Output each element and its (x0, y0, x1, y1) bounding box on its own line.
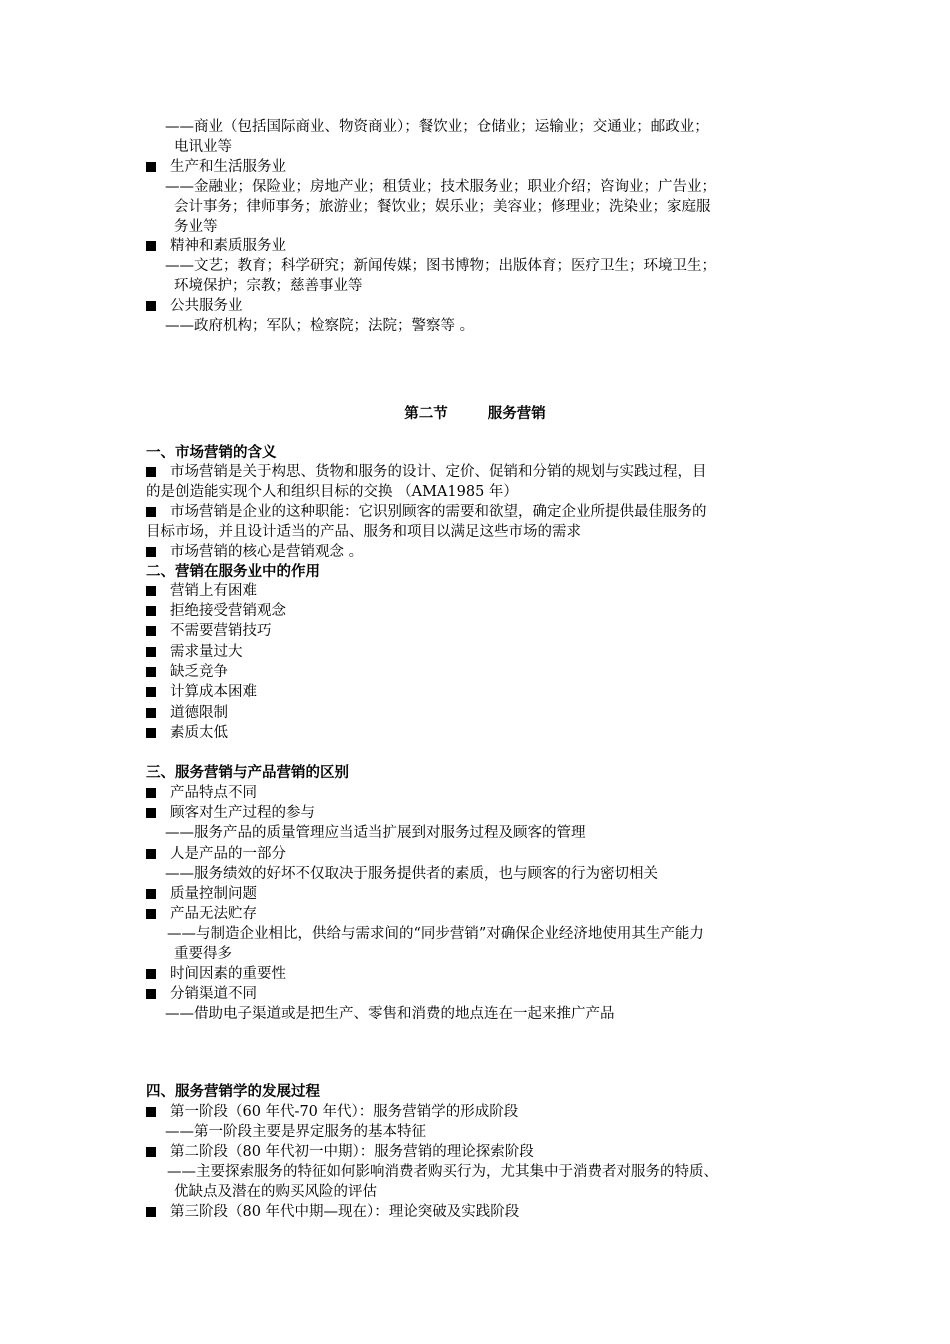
bullet-item (146, 844, 286, 864)
bullet-square-icon (146, 1107, 156, 1117)
bullet-item (146, 296, 243, 316)
text-line: ——服务绩效的好坏不仅取决于服务提供者的素质，也与顾客的行为密切相关 (165, 866, 658, 882)
section-number: 第二节 (404, 406, 448, 422)
bullet-text: 需求量过大 (170, 644, 243, 660)
bullet-text: 第三阶段（80 年代中期—现在）：理论突破及实践阶段 (170, 1204, 520, 1220)
text-line: 的是创造能实现个人和组织目标的交换 （AMA1985 年） (146, 484, 518, 500)
bullet-square-icon (146, 667, 156, 677)
bullet-square-icon (146, 162, 156, 172)
bullet-square-icon (146, 728, 156, 738)
bullet-text: 计算成本困难 (170, 684, 257, 700)
bullet-text: 道德限制 (170, 705, 228, 721)
bullet-item (146, 642, 243, 662)
bullet-text: 产品无法贮存 (170, 906, 257, 922)
bullet-item (146, 682, 257, 702)
bullet-text: 公共服务业 (170, 298, 243, 314)
bullet-item (146, 884, 257, 904)
text-line: ——服务产品的质量管理应当适当扩展到对服务过程及顾客的管理 (165, 825, 586, 841)
bullet-text: 市场营销是企业的这种职能：它识别顾客的需要和欲望，确定企业所提供最佳服务的 (170, 504, 707, 520)
bullet-item (146, 964, 286, 984)
bullet-item (146, 904, 257, 924)
text-line: ——主要探索服务的特征如何影响消费者购买行为，尤其集中于消费者对服务的特质、 (167, 1164, 718, 1180)
bullet-text: 第二阶段（80 年代初一中期）：服务营销的理论探索阶段 (170, 1144, 534, 1160)
bullet-square-icon (146, 788, 156, 798)
bullet-square-icon (146, 606, 156, 616)
bullet-text: 精神和素质服务业 (170, 238, 286, 254)
bullet-square-icon (146, 889, 156, 899)
section-title (0, 404, 950, 424)
bullet-square-icon (146, 708, 156, 718)
bullet-item (146, 236, 286, 256)
bullet-item (146, 1202, 519, 1222)
bullet-text: 分销渠道不同 (170, 986, 257, 1002)
bullet-text: 产品特点不同 (170, 785, 257, 801)
bullet-square-icon (146, 909, 156, 919)
bullet-square-icon (146, 1147, 156, 1157)
bullet-text: 市场营销的核心是营销观念 。 (170, 544, 364, 560)
text-line: ——借助电子渠道或是把生产、零售和消费的地点连在一起来推广产品 (165, 1006, 615, 1022)
bullet-text: 不需要营销技巧 (170, 623, 272, 639)
bullet-text: 时间因素的重要性 (170, 966, 286, 982)
bullet-square-icon (146, 241, 156, 251)
bullet-item (146, 1102, 518, 1122)
text-line: ——文艺；教育；科学研究；新闻传媒；图书博物；出版体育；医疗卫生；环境卫生； (165, 258, 716, 274)
bullet-item (146, 723, 228, 743)
bullet-item (146, 581, 257, 601)
section-name: 服务营销 (487, 406, 546, 422)
bullet-item (146, 803, 315, 823)
bullet-text: 营销上有困难 (170, 583, 257, 599)
text-line: 会计事务；律师事务；旅游业；餐饮业；娱乐业；美容业；修理业；洗染业；家庭服 (174, 199, 711, 215)
bullet-square-icon (146, 647, 156, 657)
bullet-text: 质量控制问题 (170, 886, 257, 902)
bullet-square-icon (146, 808, 156, 818)
bullet-item (146, 542, 363, 562)
text-line: ——金融业；保险业；房地产业；租赁业；技术服务业；职业介绍；咨询业；广告业； (165, 179, 716, 195)
bullet-text: 缺乏竞争 (170, 664, 228, 680)
bullet-square-icon (146, 849, 156, 859)
text-line: ——第一阶段主要是界定服务的基本特征 (165, 1124, 426, 1140)
bullet-square-icon (146, 687, 156, 697)
heading-3: 三、服务营销与产品营销的区别 (146, 765, 349, 781)
text-line: 目标市场，并且设计适当的产品、服务和项目以满足这些市场的需求 (146, 524, 581, 540)
bullet-item (146, 703, 228, 723)
bullet-text: 人是产品的一部分 (170, 846, 286, 862)
bullet-text: 生产和生活服务业 (170, 159, 286, 175)
text-line: 环境保护；宗教；慈善事业等 (174, 278, 363, 294)
bullet-square-icon (146, 507, 156, 517)
bullet-text: 拒绝接受营销观念 (170, 603, 286, 619)
heading-4: 四、服务营销学的发展过程 (146, 1084, 320, 1100)
bullet-square-icon (146, 626, 156, 636)
bullet-text: 顾客对生产过程的参与 (170, 805, 315, 821)
text-line: 务业等 (174, 219, 218, 235)
heading-1: 一、市场营销的含义 (146, 445, 277, 461)
bullet-square-icon (146, 1207, 156, 1217)
bullet-item (146, 502, 707, 522)
bullet-item (146, 662, 228, 682)
bullet-square-icon (146, 467, 156, 477)
text-line: ——与制造企业相比，供给与需求间的“同步营销”对确保企业经济地使用其生产能力 (167, 926, 704, 942)
bullet-item (146, 1142, 534, 1162)
text-line: 重要得多 (174, 946, 232, 962)
text-line: 电讯业等 (174, 139, 232, 155)
bullet-item (146, 462, 707, 482)
heading-2: 二、营销在服务业中的作用 (146, 564, 320, 580)
bullet-item (146, 157, 286, 177)
bullet-square-icon (146, 969, 156, 979)
bullet-square-icon (146, 547, 156, 557)
bullet-square-icon (146, 989, 156, 999)
bullet-text: 素质太低 (170, 725, 228, 741)
bullet-text: 市场营销是关于构思、货物和服务的设计、定价、促销和分销的规划与实践过程，目 (170, 464, 707, 480)
bullet-item (146, 984, 257, 1004)
bullet-square-icon (146, 586, 156, 596)
bullet-text: 第一阶段（60 年代-70 年代）：服务营销学的形成阶段 (170, 1104, 519, 1120)
text-line: ——政府机构；军队；检察院；法院；警察等 。 (165, 318, 475, 334)
bullet-item (146, 783, 257, 803)
bullet-square-icon (146, 301, 156, 311)
bullet-item (146, 621, 272, 641)
text-line: ——商业（包括国际商业、物资商业）；餐饮业；仓储业；运输业；交通业；邮政业； (165, 119, 709, 135)
bullet-item (146, 601, 286, 621)
text-line: 优缺点及潜在的购买风险的评估 (174, 1184, 377, 1200)
